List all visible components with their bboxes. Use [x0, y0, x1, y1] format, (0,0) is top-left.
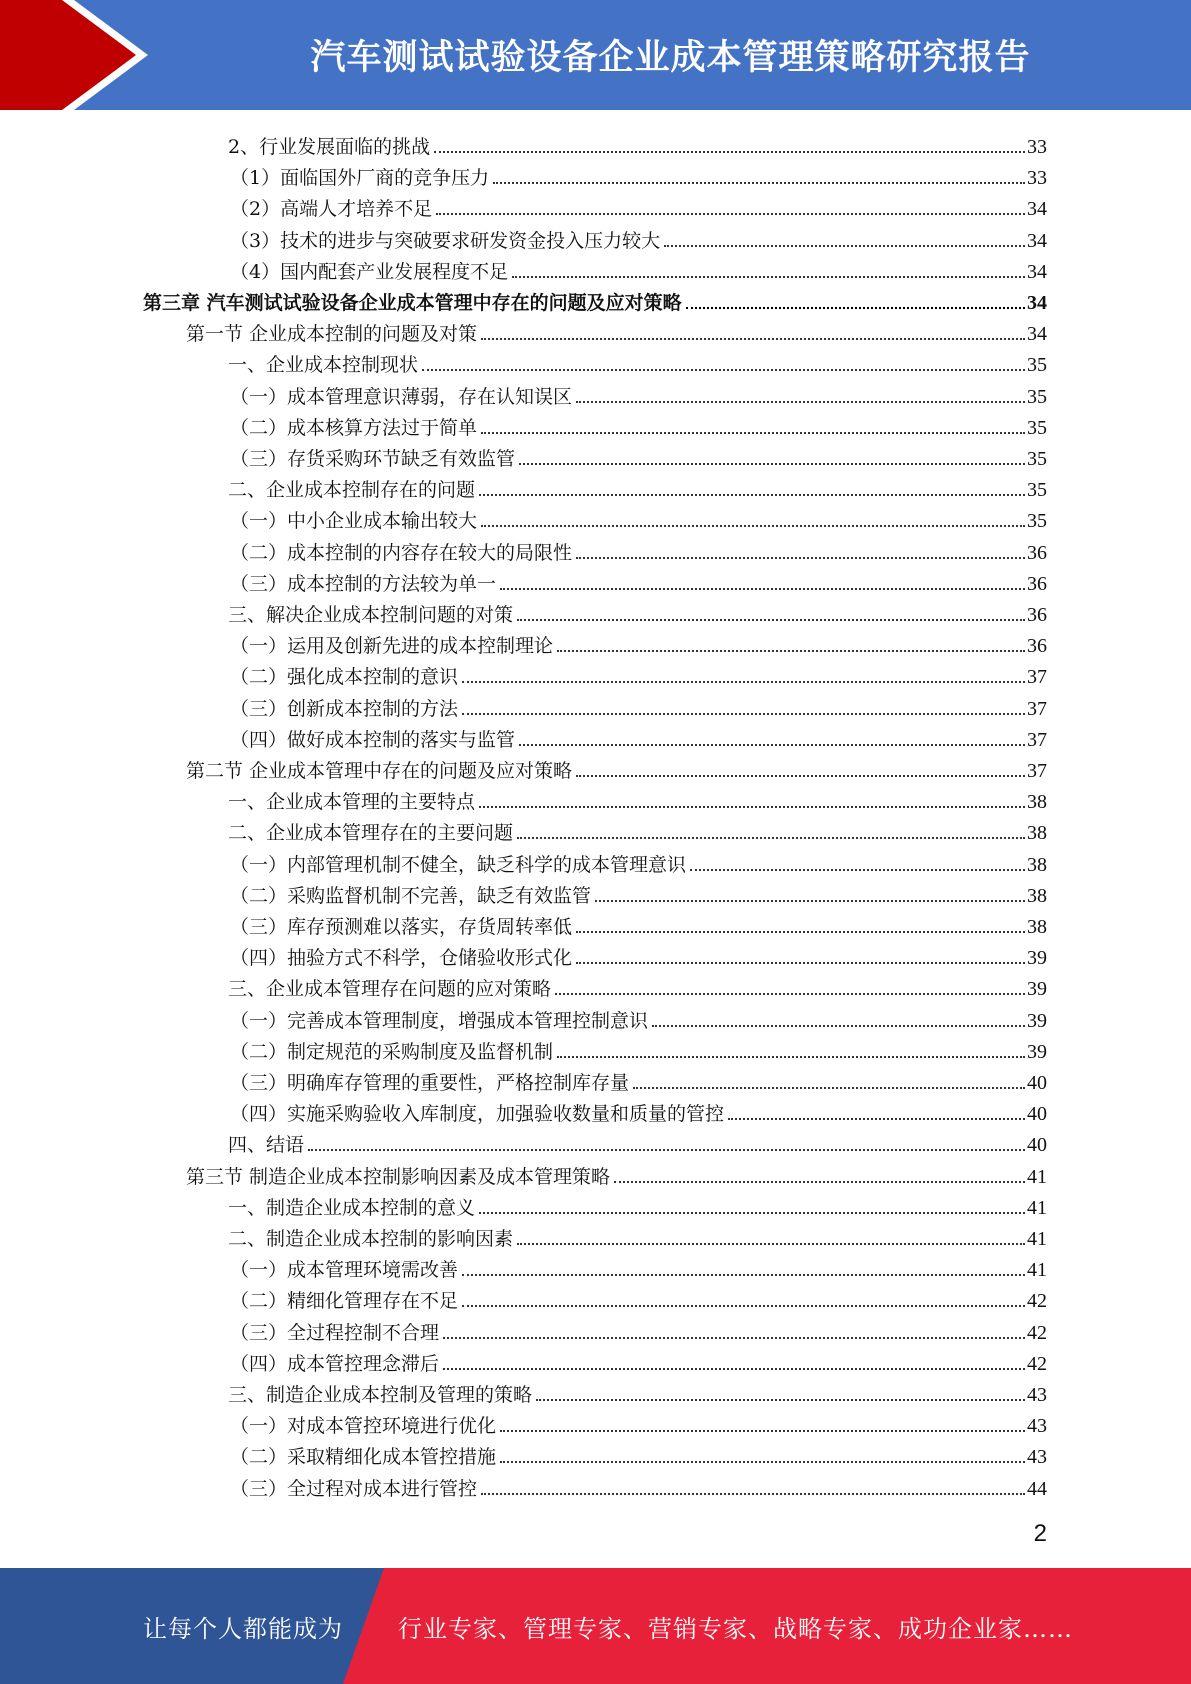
toc-dot-leader — [481, 338, 1025, 340]
toc-entry-title: 第三章 汽车测试试验设备企业成本管理中存在的问题及应对策略 — [143, 292, 682, 314]
toc-entry[interactable] — [228, 1220, 1047, 1251]
toc-entry-title: （三）创新成本控制的方法 — [230, 697, 459, 720]
toc-entry-title: 一、企业成本控制现状 — [228, 354, 419, 377]
toc-entry-page: 36 — [1027, 604, 1047, 626]
toc-entry-page: 41 — [1027, 1228, 1047, 1250]
toc-dot-leader — [728, 1118, 1025, 1120]
toc-entry-page: 43 — [1027, 1384, 1047, 1406]
toc-entry[interactable] — [228, 1126, 1047, 1157]
toc-entry[interactable] — [230, 1095, 1047, 1126]
page-footer — [0, 1568, 1191, 1684]
toc-dot-leader — [481, 432, 1025, 434]
toc-dot-leader — [500, 1430, 1025, 1432]
toc-entry[interactable] — [230, 1282, 1047, 1313]
toc-dot-leader — [690, 869, 1025, 871]
toc-entry[interactable] — [228, 128, 1047, 159]
toc-entry-page: 35 — [1027, 354, 1047, 377]
toc-entry-title: 二、制造企业成本控制的影响因素 — [228, 1228, 514, 1250]
toc-entry-title: （一）成本管理环境需改善 — [230, 1259, 459, 1282]
toc-dot-leader — [557, 650, 1025, 652]
toc-entry[interactable] — [230, 159, 1047, 190]
toc-entry-title: 一、制造企业成本控制的意义 — [228, 1196, 476, 1219]
toc-dot-leader — [308, 1149, 1025, 1151]
toc-entry-page: 36 — [1027, 635, 1047, 658]
toc-entry-page: 41 — [1027, 1196, 1047, 1219]
toc-entry-title: （四）做好成本控制的落实与监管 — [230, 728, 516, 751]
toc-entry-page: 38 — [1027, 853, 1047, 876]
toc-dot-leader — [436, 213, 1025, 215]
toc-dot-leader — [576, 401, 1025, 403]
toc-entry-title: （三）存货采购环节缺乏有效监管 — [230, 448, 516, 470]
toc-entry-page: 44 — [1027, 1477, 1047, 1500]
toc-dot-leader — [443, 1337, 1025, 1339]
toc-entry[interactable] — [228, 970, 1047, 1001]
toc-entry[interactable] — [230, 1407, 1047, 1438]
toc-dot-leader — [519, 463, 1025, 465]
toc-entry-title: 第一节 企业成本控制的问题及对策 — [186, 323, 478, 346]
toc-dot-leader — [517, 619, 1025, 621]
toc-entry-title: （二）制定规范的采购制度及监督机制 — [230, 1040, 554, 1063]
toc-entry-title: （二）成本控制的内容存在较大的局限性 — [230, 541, 573, 564]
toc-dot-leader — [686, 307, 1025, 309]
toc-entry-title: 二、企业成本管理存在的主要问题 — [228, 822, 514, 845]
toc-entry-title: （三）成本控制的方法较为单一 — [230, 572, 497, 595]
toc-dot-leader — [479, 494, 1025, 496]
toc-entry-page: 35 — [1027, 448, 1047, 470]
toc-dot-leader — [434, 151, 1025, 153]
toc-entry-title: （二）精细化管理存在不足 — [230, 1290, 459, 1313]
toc-entry-title: （三）全过程控制不合理 — [230, 1321, 440, 1344]
toc-entry-title: （四）抽验方式不科学，仓储验收形式化 — [230, 947, 573, 970]
toc-dot-leader — [576, 962, 1025, 964]
toc-entry-title: （一）中小企业成本输出较大 — [230, 510, 478, 533]
toc-entry-page: 39 — [1027, 1009, 1047, 1032]
toc-dot-leader — [481, 1493, 1025, 1495]
toc-entry-title: 一、企业成本管理的主要特点 — [228, 791, 476, 814]
toc-dot-leader — [500, 1461, 1025, 1463]
toc-entry-title: （四）实施采购验收入库制度，加强验收数量和质量的管控 — [230, 1103, 725, 1126]
toc-dot-leader — [479, 1212, 1025, 1214]
toc-entry-title: 三、解决企业成本控制问题的对策 — [228, 604, 514, 626]
toc-dot-leader — [443, 1368, 1025, 1370]
toc-entry[interactable] — [230, 1064, 1047, 1095]
toc-entry[interactable] — [228, 814, 1047, 845]
toc-entry-title: （3）技术的进步与突破要求研发资金投入压力较大 — [230, 229, 661, 252]
toc-entry-title: （一）完善成本管理制度，增强成本管理控制意识 — [230, 1009, 649, 1032]
toc-entry-page: 42 — [1027, 1321, 1047, 1344]
toc-entry-page: 34 — [1027, 292, 1047, 314]
toc-entry-page: 37 — [1027, 760, 1047, 782]
toc-entry[interactable] — [230, 846, 1047, 877]
toc-entry[interactable] — [228, 1376, 1047, 1407]
toc-entry[interactable] — [228, 596, 1047, 627]
toc-entry[interactable] — [230, 190, 1047, 221]
toc-entry[interactable] — [230, 440, 1047, 471]
toc-entry-page: 41 — [1027, 1165, 1047, 1188]
toc-dot-leader — [614, 1181, 1025, 1183]
toc-entry[interactable] — [230, 1251, 1047, 1282]
toc-entry-page: 34 — [1027, 229, 1047, 252]
toc-entry[interactable] — [230, 378, 1047, 409]
toc-entry-page: 41 — [1027, 1259, 1047, 1282]
toc-entry-title: （一）内部管理机制不健全，缺乏科学的成本管理意识 — [230, 853, 687, 876]
toc-dot-leader — [422, 369, 1025, 371]
toc-entry-page: 40 — [1027, 1103, 1047, 1126]
toc-dot-leader — [462, 1274, 1025, 1276]
toc-entry-page: 40 — [1027, 1134, 1047, 1157]
toc-entry-page: 34 — [1027, 323, 1047, 346]
toc-entry-title: 三、企业成本管理存在问题的应对策略 — [228, 978, 552, 1001]
page-number: 2 — [1033, 1520, 1047, 1547]
toc-entry[interactable] — [230, 721, 1047, 752]
toc-entry[interactable] — [230, 877, 1047, 908]
toc-entry-title: （三）全过程对成本进行管控 — [230, 1477, 478, 1500]
toc-entry[interactable] — [186, 315, 1047, 346]
toc-entry-page: 38 — [1027, 822, 1047, 845]
toc-entry-page: 33 — [1027, 136, 1047, 158]
toc-entry-page: 39 — [1027, 978, 1047, 1001]
toc-entry[interactable] — [228, 471, 1047, 502]
toc-entry-title: （4）国内配套产业发展程度不足 — [230, 260, 509, 283]
toc-entry-page: 39 — [1027, 947, 1047, 970]
toc-entry-page: 38 — [1027, 916, 1047, 938]
toc-entry[interactable] — [230, 1314, 1047, 1345]
toc-entry-page: 35 — [1027, 510, 1047, 533]
toc-entry[interactable] — [230, 690, 1047, 721]
toc-entry-page: 36 — [1027, 541, 1047, 564]
toc-entry-title: （一）对成本管控环境进行优化 — [230, 1415, 497, 1438]
toc-entry[interactable] — [230, 908, 1047, 939]
toc-dot-leader — [664, 245, 1025, 247]
toc-entry-title: （二）采取精细化成本管控措施 — [230, 1446, 497, 1469]
toc-entry-title: （四）成本管控理念滞后 — [230, 1352, 440, 1375]
toc-entry-page: 43 — [1027, 1446, 1047, 1469]
toc-dot-leader — [652, 1025, 1025, 1027]
toc-entry[interactable] — [230, 1345, 1047, 1376]
toc-dot-leader — [462, 713, 1025, 715]
toc-entry[interactable] — [230, 627, 1047, 658]
toc-entry-title: 第二节 企业成本管理中存在的问题及应对策略 — [186, 760, 573, 782]
toc-dot-leader — [536, 1399, 1025, 1401]
toc-dot-leader — [462, 681, 1025, 683]
toc-entry-page: 35 — [1027, 416, 1047, 439]
toc-entry[interactable] — [230, 222, 1047, 253]
header-arrow-icon — [0, 0, 160, 110]
toc-entry[interactable] — [230, 502, 1047, 533]
footer-slogan-right: 行业专家、管理专家、营销专家、战略专家、成功企业家…… — [398, 1614, 1073, 1643]
toc-entry[interactable] — [230, 1470, 1047, 1501]
toc-entry-page: 40 — [1027, 1072, 1047, 1094]
toc-entry[interactable] — [230, 1002, 1047, 1033]
toc-dot-leader — [576, 775, 1025, 777]
toc-dot-leader — [517, 837, 1025, 839]
toc-dot-leader — [576, 931, 1025, 933]
toc-entry-title: （三）明确库存管理的重要性，严格控制库存量 — [230, 1072, 630, 1094]
toc-entry-page: 37 — [1027, 728, 1047, 751]
toc-dot-leader — [576, 557, 1025, 559]
toc-entry[interactable] — [230, 253, 1047, 284]
toc-dot-leader — [633, 1087, 1025, 1089]
toc-dot-leader — [519, 744, 1025, 746]
toc-dot-leader — [517, 1243, 1025, 1245]
toc-entry-page: 37 — [1027, 666, 1047, 689]
toc-entry-title: （一）运用及创新先进的成本控制理论 — [230, 635, 554, 658]
toc-entry-title: 第三节 制造企业成本控制影响因素及成本管理策略 — [186, 1165, 611, 1188]
toc-entry-page: 37 — [1027, 697, 1047, 720]
toc-entry-page: 38 — [1027, 791, 1047, 814]
toc-entry[interactable] — [230, 1033, 1047, 1064]
toc-dot-leader — [479, 806, 1025, 808]
toc-dot-leader — [595, 900, 1025, 902]
toc-entry-page: 34 — [1027, 260, 1047, 283]
toc-entry-title: 二、企业成本控制存在的问题 — [228, 479, 476, 502]
toc-entry[interactable] — [230, 534, 1047, 565]
toc-entry-title: （一）成本管理意识薄弱，存在认知误区 — [230, 385, 573, 408]
toc-entry-page: 33 — [1027, 167, 1047, 190]
toc-entry-title: 四、结语 — [228, 1134, 305, 1157]
toc-entry-page: 34 — [1027, 198, 1047, 221]
toc-entry-title: （三）库存预测难以落实，存货周转率低 — [230, 916, 573, 938]
toc-dot-leader — [555, 993, 1025, 995]
toc-entry-page: 42 — [1027, 1290, 1047, 1313]
toc-dot-leader — [557, 1056, 1025, 1058]
toc-dot-leader — [493, 182, 1025, 184]
toc-entry-page: 39 — [1027, 1040, 1047, 1063]
toc-entry-page: 36 — [1027, 572, 1047, 595]
toc-entry[interactable] — [230, 1438, 1047, 1469]
toc-entry-page: 35 — [1027, 479, 1047, 502]
toc-entry[interactable] — [228, 346, 1047, 377]
toc-entry-title: 2、行业发展面临的挑战 — [228, 136, 431, 158]
footer-slogan-left: 让每个人都能成为 — [143, 1614, 343, 1643]
toc-entry-title: 三、制造企业成本控制及管理的策略 — [228, 1384, 533, 1406]
toc-entry-title: （二）采购监督机制不完善，缺乏有效监管 — [230, 884, 592, 907]
toc-entry-title: （二）强化成本控制的意识 — [230, 666, 459, 689]
toc-entry[interactable] — [186, 1158, 1047, 1189]
document-title: 汽车测试试验设备企业成本管理策略研究报告 — [310, 38, 1031, 78]
toc-dot-leader — [512, 276, 1025, 278]
toc-entry-title: （1）面临国外厂商的竞争压力 — [230, 167, 490, 190]
toc-entry[interactable] — [230, 409, 1047, 440]
toc-entry[interactable] — [230, 939, 1047, 970]
toc-entry-title: （2）高端人才培养不足 — [230, 198, 433, 221]
toc-entry[interactable] — [228, 783, 1047, 814]
toc-entry[interactable] — [230, 658, 1047, 689]
toc-entry[interactable] — [228, 1189, 1047, 1220]
toc-dot-leader — [462, 1305, 1025, 1307]
page-header — [0, 0, 1191, 110]
toc-dot-leader — [500, 588, 1025, 590]
toc-entry-page: 38 — [1027, 884, 1047, 907]
toc-entry[interactable] — [186, 752, 1047, 783]
toc-entry-title: （二）成本核算方法过于简单 — [230, 416, 478, 439]
toc-entry-page: 35 — [1027, 385, 1047, 408]
toc-chapter-entry[interactable] — [143, 284, 1047, 315]
toc-entry-page: 43 — [1027, 1415, 1047, 1438]
toc-dot-leader — [481, 525, 1025, 527]
toc-entry[interactable] — [230, 565, 1047, 596]
toc-entry-page: 42 — [1027, 1352, 1047, 1375]
